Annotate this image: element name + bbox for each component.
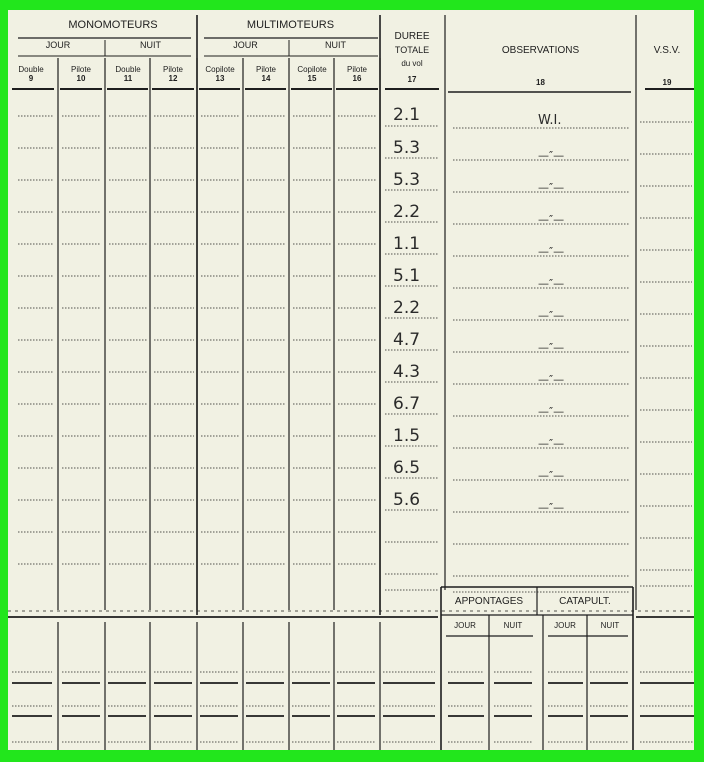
observation-entry-8: —″— <box>538 341 565 354</box>
duree-entry-7: 2.2 <box>393 298 421 318</box>
duree-entry-8: 4.7 <box>393 330 421 350</box>
header-mono-jour: JOUR <box>45 40 71 50</box>
header-du-vol: du vol <box>401 59 423 68</box>
col-num-10: 10 <box>76 74 86 83</box>
observation-entry-5: —″— <box>538 245 565 258</box>
col-label-9: Double <box>18 65 44 74</box>
observation-entry-6: —″— <box>538 277 565 290</box>
observation-entry-11: —″— <box>538 437 565 450</box>
col-num-19: 19 <box>662 78 672 87</box>
header-monomoteurs: MONOMOTEURS <box>68 19 158 31</box>
observation-entry-9: —″— <box>538 373 565 386</box>
duree-entry-2: 5.3 <box>393 138 421 158</box>
duree-entry-10: 6.7 <box>393 394 421 414</box>
col-label-12: Pilote <box>162 65 183 74</box>
col-label-15: Copilote <box>297 65 327 74</box>
duree-entry-9: 4.3 <box>393 362 421 382</box>
header-mono-nuit: NUIT <box>140 40 161 50</box>
observation-entry-12: —″— <box>538 469 565 482</box>
col-num-16: 16 <box>352 74 362 83</box>
header-duree: DUREE <box>394 31 430 42</box>
observation-entry-7: —″— <box>538 309 565 322</box>
footer-appontages-jour: JOUR <box>454 621 476 630</box>
header-appontages: APPONTAGES <box>454 596 524 607</box>
observation-entry-3: —″— <box>538 181 565 194</box>
duree-entry-13: 5.6 <box>393 490 421 510</box>
duree-entry-12: 6.5 <box>393 458 421 478</box>
col-label-16: Pilote <box>346 65 367 74</box>
col-label-13: Copilote <box>205 65 235 74</box>
col-num-12: 12 <box>168 74 178 83</box>
header-multi-jour: JOUR <box>233 40 258 50</box>
observation-entry-1: W.I. <box>538 113 562 128</box>
form-grid <box>8 10 694 750</box>
header-catapult: CATAPULT. <box>559 596 611 607</box>
header-vsv: V.S.V. <box>653 45 681 56</box>
col-num-9: 9 <box>28 74 34 83</box>
col-label-14: Pilote <box>255 65 276 74</box>
duree-entry-1: 2.1 <box>393 105 421 125</box>
header-multimoteurs: MULTIMOTEURS <box>246 19 335 31</box>
header-multi-nuit: NUIT <box>325 40 346 50</box>
col-num-15: 15 <box>307 74 317 83</box>
observation-entry-2: —″— <box>538 149 565 162</box>
header-totale: TOTALE <box>394 45 430 55</box>
col-label-10: Pilote <box>70 65 91 74</box>
duree-entry-6: 5.1 <box>393 266 421 286</box>
duree-entry-3: 5.3 <box>393 170 421 190</box>
observation-entry-10: —″— <box>538 405 565 418</box>
footer-catapult-jour: JOUR <box>554 621 576 630</box>
duree-entry-5: 1.1 <box>393 234 421 254</box>
col-num-18: 18 <box>536 78 545 87</box>
col-num-14: 14 <box>261 74 271 83</box>
footer-appontages-nuit: NUIT <box>503 621 523 630</box>
col-num-11: 11 <box>123 74 133 83</box>
header-observations: OBSERVATIONS <box>501 45 580 56</box>
observation-entry-13: —″— <box>538 501 565 514</box>
footer-catapult-nuit: NUIT <box>600 621 620 630</box>
col-num-13: 13 <box>215 74 225 83</box>
duree-entry-11: 1.5 <box>393 426 421 446</box>
logbook-page <box>8 10 694 750</box>
col-label-11: Double <box>115 65 141 74</box>
observation-entry-4: —″— <box>538 213 565 226</box>
col-num-17: 17 <box>407 75 417 84</box>
duree-entry-4: 2.2 <box>393 202 421 222</box>
